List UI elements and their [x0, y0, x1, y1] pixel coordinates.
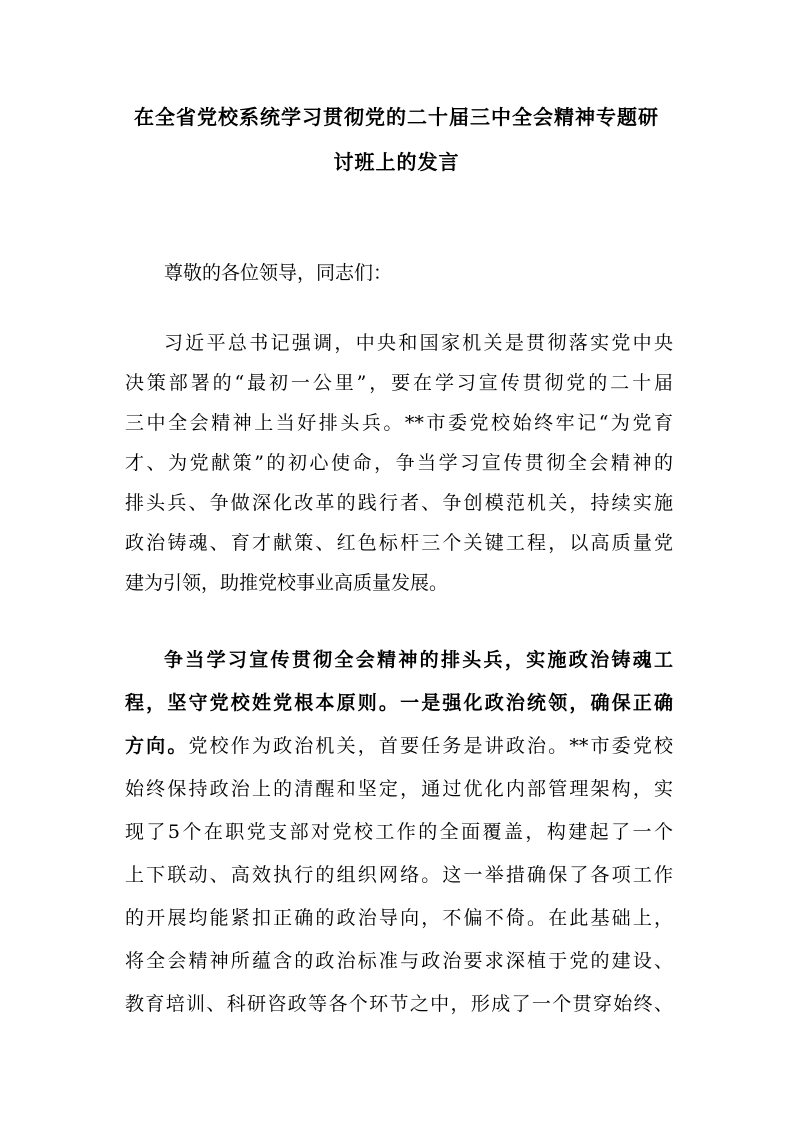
paragraph-line: 现了5个在职党支部对党校工作的全面覆盖，构建起了一个: [125, 821, 673, 843]
salutation: 尊敬的各位领导，同志们：: [164, 262, 393, 284]
paragraph-line: 三中全会精神上当好排头兵。**市委党校始终牢记“为党育: [125, 412, 673, 434]
paragraph-line: 政治铸魂、育才献策、红色标杆三个关键工程，以高质量党: [125, 532, 673, 554]
paragraph-line: 才、为党献策”的初心使命，争当学习宣传贯彻全会精神的: [125, 452, 673, 474]
document-title-line-2: 讨班上的发言: [333, 150, 460, 174]
regular-text: 党校作为政治机关，首要任务是讲政治。**市委党校: [188, 735, 673, 757]
section-heading-line: 争当学习宣传贯彻全会精神的排头兵，实施政治铸魂工: [164, 649, 673, 671]
paragraph-line: 教育培训、科研咨政等各个环节之中，形成了一个贯穿始终、: [125, 993, 673, 1015]
paragraph-line: 始终保持政治上的清醒和坚定，通过优化内部管理架构，实: [125, 778, 673, 800]
bold-lead-text: 方向。: [125, 735, 189, 757]
section-heading-line: 程，坚守党校姓党根本原则。一是强化政治统领，确保正确: [125, 692, 673, 714]
paragraph-line: 将全会精神所蕴含的政治标准与政治要求深植于党的建设、: [125, 950, 673, 972]
paragraph-line: 决策部署的“最初一公里”，要在学习宣传贯彻党的二十届: [125, 372, 673, 394]
paragraph-line: 的开展均能紧扣正确的政治导向，不偏不倚。在此基础上，: [125, 907, 673, 929]
paragraph-line-mixed: [125, 734, 673, 758]
paragraph-line: 习近平总书记强调，中央和国家机关是贯彻落实党中央: [164, 332, 673, 354]
paragraph-line: 上下联动、高效执行的组织网络。这一举措确保了各项工作: [125, 864, 673, 886]
document-title-line-1: 在全省党校系统学习贯彻党的二十届三中全会精神专题研: [134, 105, 659, 129]
paragraph-line: 排头兵、争做深化改革的践行者、争创模范机关，持续实施: [125, 492, 673, 514]
paragraph-line: 建为引领，助推党校事业高质量发展。: [125, 572, 449, 594]
